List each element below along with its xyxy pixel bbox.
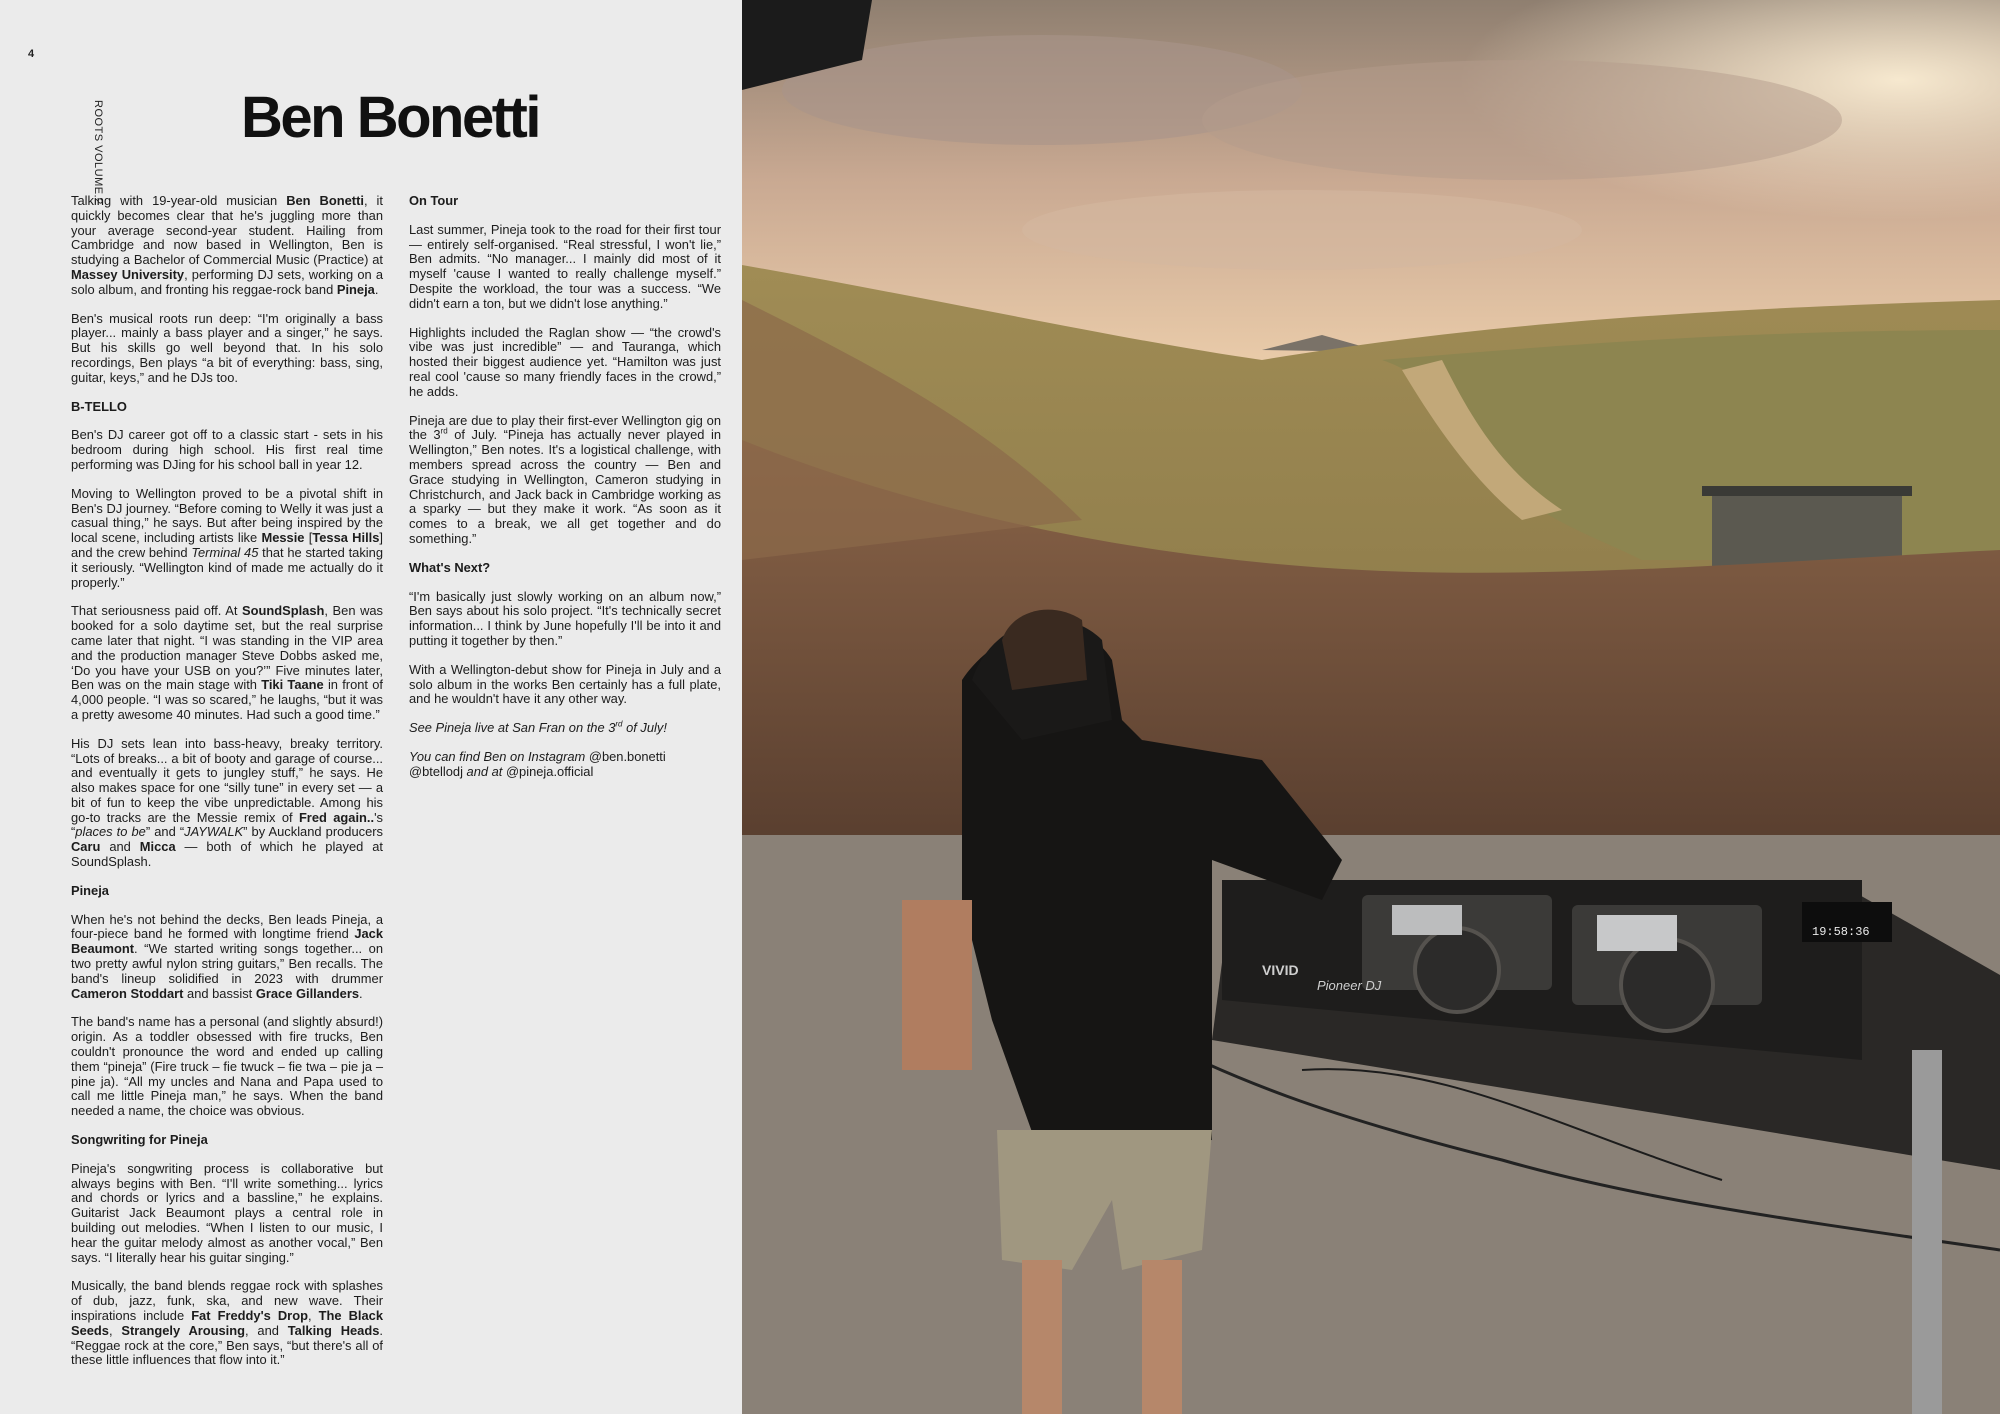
paragraph: Pineja's songwriting process is collaborative but always begins with Ben. “I'll write something... lyrics and chords or lyrics and a bassline,” he explains. Guitarist Jack Beaumont plays a central role in building out melodies. “When I listen to our music, I hear the guitar melody almost as another vocal,” Ben says. “I literally hear his guitar singing.” xyxy=(71,1160,383,1265)
paragraph: Talking with 19-year-old musician Ben Bonetti, it quickly becomes clear that he's juggling more than your average second-year student. Hailing from Cambridge and now based in Wellington, Ben is studying a Bachelor of Commercial Music (Practice) at Massey University, performing DJ sets, working on a solo album, and fronting his reggae-rock band Pineja. xyxy=(71,193,383,297)
section-heading: What's Next? xyxy=(409,559,491,575)
paragraph: Ben's DJ career got off to a classic start - sets in his bedroom during high school. His first real time performing was DJing for his school ball in year 12. xyxy=(71,427,383,472)
paragraph: With a Wellington-debut show for Pineja in July and a solo album in the works Ben certainly has a full plate, and he wouldn't have it any other way. xyxy=(409,661,721,707)
paragraph: The band's name has a personal (and slightly absurd!) origin. As a toddler obsessed with fire trucks, Ben couldn't pronounce the word and ended up calling them “pineja” (Fire truck – fie twuck – fie twa – pie ja – pine ja). “All my uncles and Nana and Papa used to call me little Pineja man,” he says. When the band needed a name, the choice was obvious. xyxy=(71,1014,383,1119)
social-handles: You can find Ben on Instagram @ben.bonetti @btellodj and at @pineja.official xyxy=(409,748,666,779)
section-heading: B-TELLO xyxy=(71,398,127,414)
paragraph: When he's not behind the decks, Ben leads Pineja, a four-piece band he formed with longtime friend Jack Beaumont. “We started writing songs together... on two pretty awful nylon string guitars,” Ben recalls. The band's lineup solidified in 2023 with drummer Cameron Stoddart and bassist Grace Gillanders. xyxy=(71,911,383,1001)
pioneer-label: Pioneer DJ xyxy=(1317,978,1382,993)
section-heading: Songwriting for Pineja xyxy=(71,1132,208,1148)
article-column-2 xyxy=(409,194,721,794)
paragraph: That seriousness paid off. At SoundSplash, Ben was booked for a solo daytime set, but the real surprise came later that night. “I was standing in the VIP area and the production manager Steve Dobbs asked me, ‘Do you have your USB on you?’” Five minutes later, Ben was on the main stage with Tiki Taane in front of 4,000 people. “I was so scared,” he laughs, “but it was a pretty awesome 40 minutes. Had such a good time.” xyxy=(71,603,383,722)
left-page xyxy=(0,0,742,1414)
article-title: Ben Bonetti xyxy=(241,85,539,150)
paragraph: Pineja are due to play their first-ever Wellington gig on the 3rd of July. “Pineja has actually never played in Wellington,” Ben notes. It's a logistical challenge, with members spread across the country — Ben and Grace studying in Wellington, Cameron studying in Christchurch, and Jack back in Cambridge working as a sparky — but they make it work. “As soon as it comes to a break, we all get together and do something.” xyxy=(409,412,721,546)
section-heading: On Tour xyxy=(409,193,459,208)
paragraph: His DJ sets lean into bass-heavy, breaky territory. “Lots of breaks... a bit of booty and garage of course... and eventually it gets to jungley stuff,” he says. He also makes space for one “silly tune” in every set — a bit of fun to keep the vibe unpredictable. Among his go-to tracks are the Messie remix of Fred again..'s “places to be” and “JAYWALK” by Auckland producers Caru and Micca — both of which he played at SoundSplash. xyxy=(71,735,383,870)
paragraph: Ben's musical roots run deep: “I'm originally a bass player... mainly a bass player and a singer,” he says. But his skills go well beyond that. In his solo recordings, Ben plays “a bit of everything: bass, sing, guitar, keys,” and he DJs too. xyxy=(71,310,383,385)
paragraph: Highlights included the Raglan show — “the crowd's vibe was just incredible” — and Tauranga, which hosted their biggest audience yet. “Hamilton was just real cool 'cause so many friendly faces in the crowd,” he adds. xyxy=(409,324,721,399)
paragraph: Last summer, Pineja took to the road for their first tour — entirely self-organised. “Real stressful, I won't lie,” Ben admits. “No manager... I mainly did most of it myself 'cause I wanted to really challenge myself.” Despite the workload, the tour was a success. “We didn't earn a ton, but we didn't lose anything.” xyxy=(409,221,721,311)
paragraph: “I'm basically just slowly working on an album now,” Ben says about his solo project. “It's technically secret information... I think by June hopefully I'll be into it and putting it together by then.” xyxy=(409,588,721,648)
section-heading: Pineja xyxy=(71,882,109,898)
vivid-label: VIVID xyxy=(1262,962,1299,978)
paragraph: Moving to Wellington proved to be a pivotal shift in Ben's DJ journey. “Before coming to Welly it was just a casual thing,” he says. But after being inspired by the local scene, including artists like Messie [Tessa Hills] and the crew behind Terminal 45 that he started taking it seriously. “Wellington kind of made me actually do it properly.” xyxy=(71,485,383,590)
cdj-clock: 19:58:36 xyxy=(1812,925,1870,939)
section-label: ROOTS VOLUME 2 xyxy=(92,100,104,205)
festival-photo xyxy=(742,0,2000,1414)
article-column-1 xyxy=(71,194,383,1382)
page-number: 4 xyxy=(28,48,35,60)
gig-callout: See Pineja live at San Fran on the 3rd of July! xyxy=(409,719,667,736)
paragraph: Musically, the band blends reggae rock with splashes of dub, jazz, funk, ska, and new wave. Their inspirations include Fat Freddy's Drop, The Black Seeds, Strangely Arousing, and Talking Heads. “Reggae rock at the core,” Ben says, “but there's all of these little influences that flow into it.” xyxy=(71,1278,383,1368)
